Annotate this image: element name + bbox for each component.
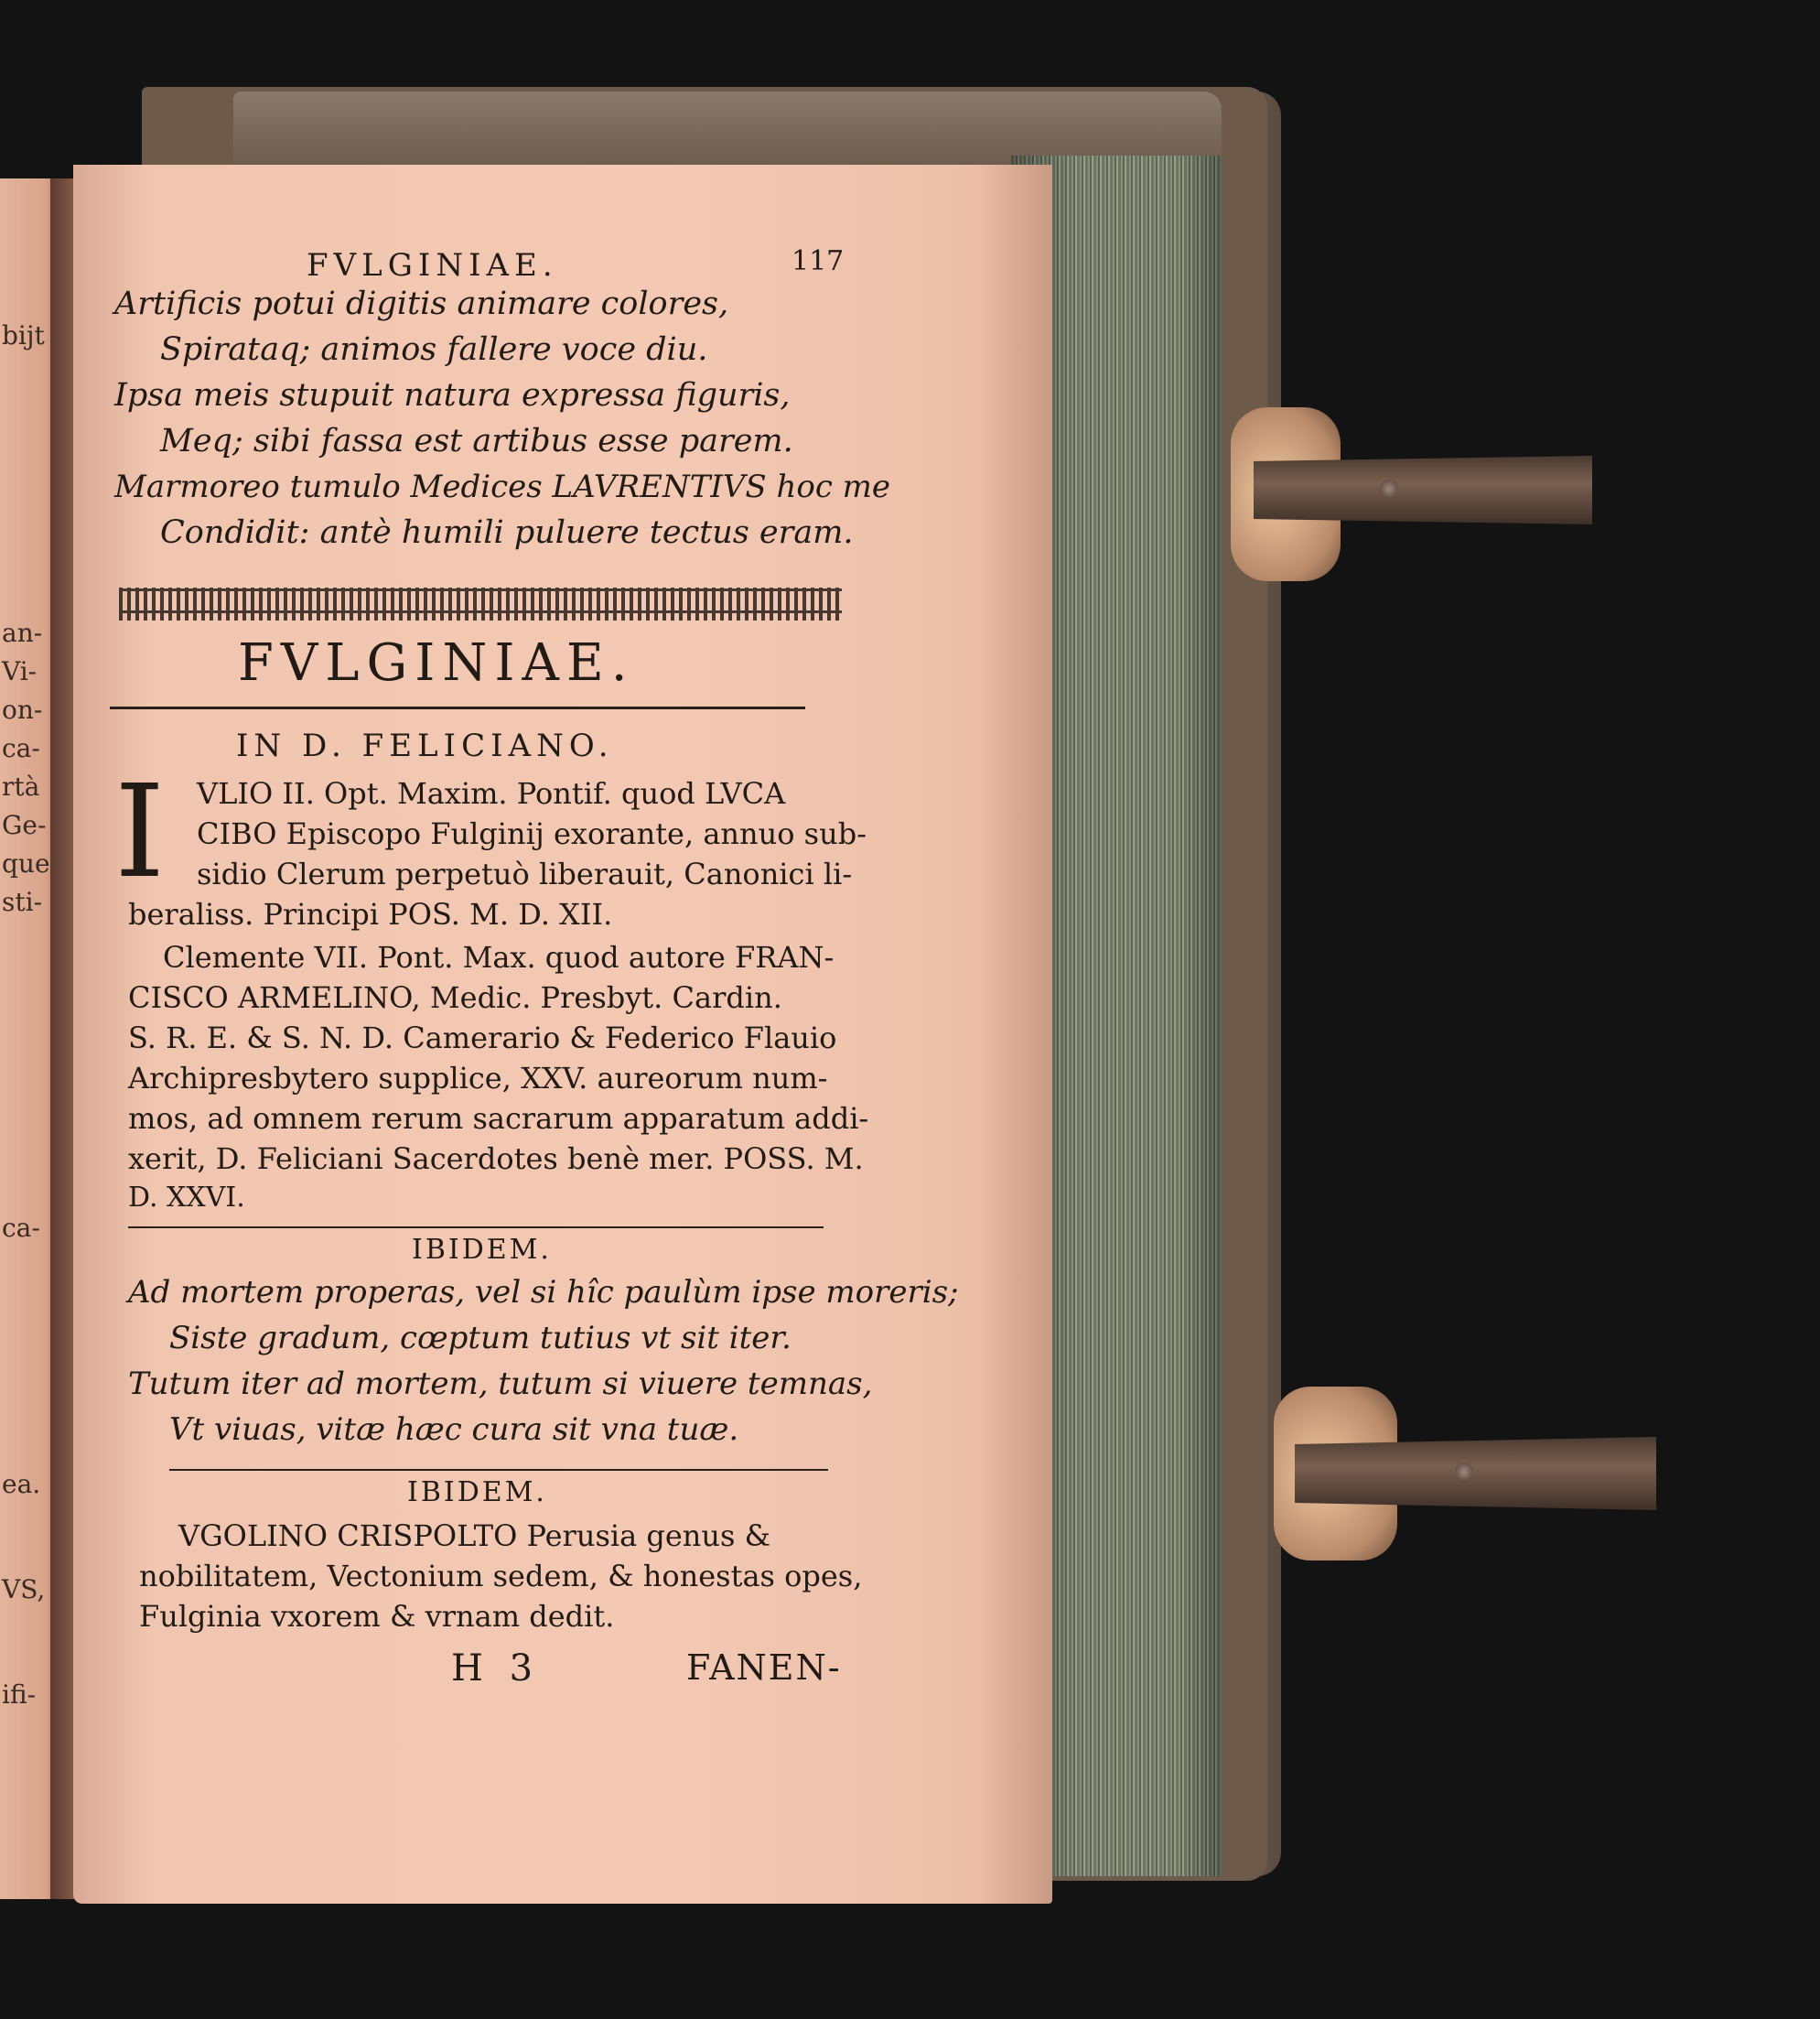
- paragraph2-line: CISCO ARMELINO, Medic. Presbyt. Cardin.: [128, 980, 782, 1015]
- poem1-line: Condidit: antè humili puluere tectus eram.: [160, 514, 854, 551]
- subheading: IN D. FELICIANO.: [236, 728, 614, 764]
- drop-cap: I: [114, 758, 166, 907]
- paragraph2-line: xerit, D. Feliciani Sacerdotes benè mer. POSS. M.: [128, 1141, 864, 1176]
- ornamental-band: [119, 588, 842, 621]
- title-rule: [110, 707, 805, 709]
- poem2-line: Siste gradum, cœptum tutius vt sit iter.: [169, 1320, 792, 1356]
- poem1-line: Marmoreo tumulo Medices LAVRENTIVS hoc me: [114, 469, 891, 505]
- left-page-fragment: on-: [2, 695, 43, 725]
- clasp-top-rivet: [1380, 480, 1398, 498]
- clasp-bottom-strap: [1295, 1437, 1656, 1510]
- section-title: FVLGINIAE.: [238, 633, 635, 693]
- paragraph1-line: sidio Clerum perpetuò liberauit, Canonici li-: [197, 857, 853, 891]
- paragraph1-line: CIBO Episcopo Fulginij exorante, annuo sub-: [197, 816, 867, 851]
- page-number: 117: [792, 245, 845, 277]
- ibidem-heading: IBIDEM.: [407, 1476, 547, 1508]
- paragraph1-line: beraliss. Principi POS. M. D. XII.: [128, 897, 613, 932]
- paragraph2-line: S. R. E. & S. N. D. Camerario & Federico Flauio: [128, 1020, 837, 1055]
- paragraph3-line: nobilitatem, Vectonium sedem, & honestas opes,: [139, 1559, 863, 1593]
- left-page-fragment: ca-: [2, 1213, 40, 1243]
- left-page-fragment: an-: [2, 618, 43, 648]
- paragraph2-line: Archipresbytero supplice, XXV. aureorum num-: [128, 1061, 828, 1096]
- paragraph2-line: D. XXVI.: [128, 1182, 245, 1214]
- paragraph2-line: Clemente VII. Pont. Max. quod autore FRAN-: [163, 940, 835, 975]
- section-rule: [169, 1469, 828, 1471]
- right-page: [73, 165, 1052, 1904]
- left-page-fragment: ifi-: [2, 1679, 37, 1710]
- ibidem-heading: IBIDEM.: [412, 1234, 552, 1266]
- poem1-line: Spirataq; animos fallere voce diu.: [160, 331, 708, 368]
- left-page-fragment: Vi-: [2, 656, 38, 686]
- poem1-line: Artificis potui digitis animare colores,: [114, 286, 729, 322]
- clasp-top-strap: [1254, 456, 1592, 524]
- section-rule: [128, 1226, 824, 1228]
- poem2-line: Vt viuas, vitæ hæc cura sit vna tuæ.: [169, 1411, 739, 1448]
- catchword: FANEN-: [686, 1647, 842, 1688]
- clasp-bottom-rivet: [1455, 1463, 1473, 1481]
- signature-mark: H 3: [451, 1647, 541, 1690]
- poem2-line: Ad mortem properas, vel si hîc paulùm ipse moreris;: [128, 1274, 959, 1311]
- paragraph3-line: VGOLINO CRISPOLTO Perusia genus &: [178, 1518, 771, 1553]
- left-page-fragment: sti-: [2, 887, 43, 917]
- left-page-fragment: ca-: [2, 733, 40, 763]
- left-page-fragment: que: [2, 848, 50, 879]
- poem1-line: Meq; sibi fassa est artibus esse parem.: [160, 423, 793, 459]
- poem2-line: Tutum iter ad mortem, tutum si viuere temnas,: [128, 1366, 873, 1402]
- left-page-fragment: rtà: [2, 772, 40, 802]
- running-head: FVLGINIAE.: [307, 247, 558, 284]
- paragraph2-line: mos, ad omnem rerum sacrarum apparatum addi-: [128, 1101, 869, 1136]
- paragraph3-line: Fulginia vxorem & vrnam dedit.: [139, 1599, 615, 1634]
- left-page-fragment: bijt: [2, 320, 45, 351]
- left-page-fragment: ea.: [2, 1469, 41, 1499]
- paragraph1-line: VLIO II. Opt. Maxim. Pontif. quod LVCA: [197, 776, 786, 811]
- left-page-fragment: VS,: [2, 1574, 46, 1604]
- poem1-line: Ipsa meis stupuit natura expressa figuris,: [114, 377, 791, 414]
- left-page-fragment: Ge-: [2, 810, 47, 840]
